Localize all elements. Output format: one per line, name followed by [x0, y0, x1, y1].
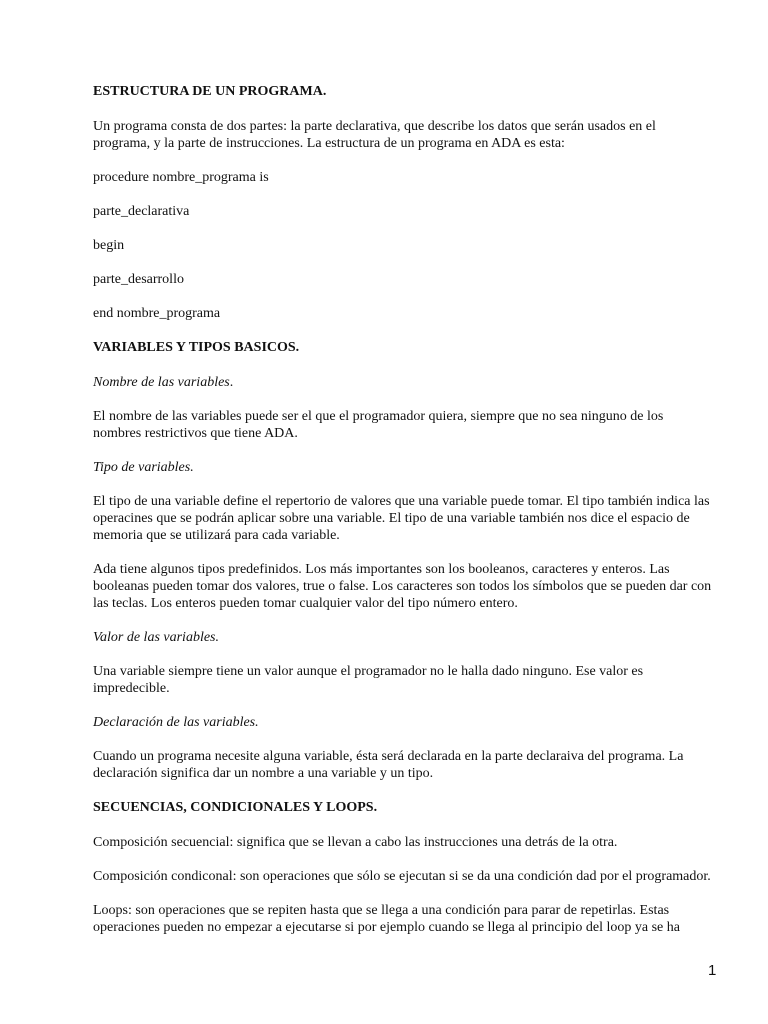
heading-secuencias: SECUENCIAS, CONDICIONALES Y LOOPS. [93, 800, 378, 815]
code-end: end nombre_programa [93, 306, 221, 321]
text-line: operaciones pueden no empezar a ejecutarse si por ejemplo cuando se llega al principio del loop ya se ha [93, 920, 680, 935]
text-line: Ada tiene algunos tipos predefinidos. Los más importantes son los booleanos, caracteres y enteros. Las [93, 562, 670, 577]
text-line: Loops: son operaciones que se repiten hasta que se llega a una condición para parar de repetirlas. Estas [93, 903, 670, 918]
text-line: impredecible. [93, 681, 170, 696]
text-line: Una variable siempre tiene un valor aunque el programador no le halla dado ninguno. Ese valor es [93, 664, 644, 679]
code-desarrollo: parte_desarrollo [93, 272, 184, 287]
loops-paragraph [93, 902, 733, 936]
text-line: operacines que se podrán aplicar sobre una variable. El tipo de una variable también nos dice el espacio de [93, 511, 690, 526]
code-declarativa: parte_declarativa [93, 204, 190, 219]
code-begin: begin [93, 238, 125, 253]
text-line: El nombre de las variables puede ser el que el programador quiera, siempre que no sea ninguno de los [93, 409, 664, 424]
text-line: programa, y la parte de instrucciones. La estructura de un programa en ADA es esta: [93, 136, 565, 151]
composicion-condicional: Composición condiconal: son operaciones que sólo se ejecutan si se da una condición dad por el programador. [93, 869, 711, 884]
text-line: Un programa consta de dos partes: la parte declarativa, que describe los datos que serán usados en el [93, 119, 656, 134]
subheading-tipo: Tipo de variables. [93, 460, 194, 475]
ada-paragraph [93, 561, 733, 612]
valor-paragraph [93, 663, 733, 697]
composicion-secuencial: Composición secuencial: significa que se llevan a cabo las instrucciones una detrás de la otra. [93, 835, 618, 850]
text-line: nombres restrictivos que tiene ADA. [93, 426, 298, 441]
text-line: booleanas pueden tomar dos valores, true o false. Los caracteres son todos los símbolos que se pueden dar con [93, 579, 712, 594]
nombre-paragraph [93, 408, 733, 442]
subheading-declaracion: Declaración de las variables. [93, 715, 259, 730]
text-line: declaración significa dar un nombre a una variable y un tipo. [93, 766, 434, 781]
text-line: memoria que se utilizará para cada variable. [93, 528, 340, 543]
heading-variables: VARIABLES Y TIPOS BASICOS. [93, 340, 300, 355]
tipo-paragraph [93, 493, 733, 544]
intro-paragraph [93, 118, 733, 152]
text-line: El tipo de una variable define el repertorio de valores que una variable puede tomar. El tipo también indica las [93, 494, 710, 509]
text-line: Cuando un programa necesite alguna variable, ésta será declarada en la parte declaraiva del programa. La [93, 749, 684, 764]
declaracion-paragraph [93, 748, 733, 782]
code-procedure: procedure nombre_programa is [93, 170, 269, 185]
subheading-valor: Valor de las variables. [93, 630, 219, 645]
subheading-nombre-text: Nombre de las variables [93, 375, 230, 390]
document-body [93, 80, 733, 936]
subheading-nombre-period: . [229, 375, 234, 390]
subheading-nombre [93, 374, 733, 391]
text-line: las teclas. Los enteros pueden tomar cualquier valor del tipo número entero. [93, 596, 518, 611]
heading-estructura: ESTRUCTURA DE UN PROGRAMA. [93, 84, 327, 99]
page-number: 1 [708, 962, 717, 979]
